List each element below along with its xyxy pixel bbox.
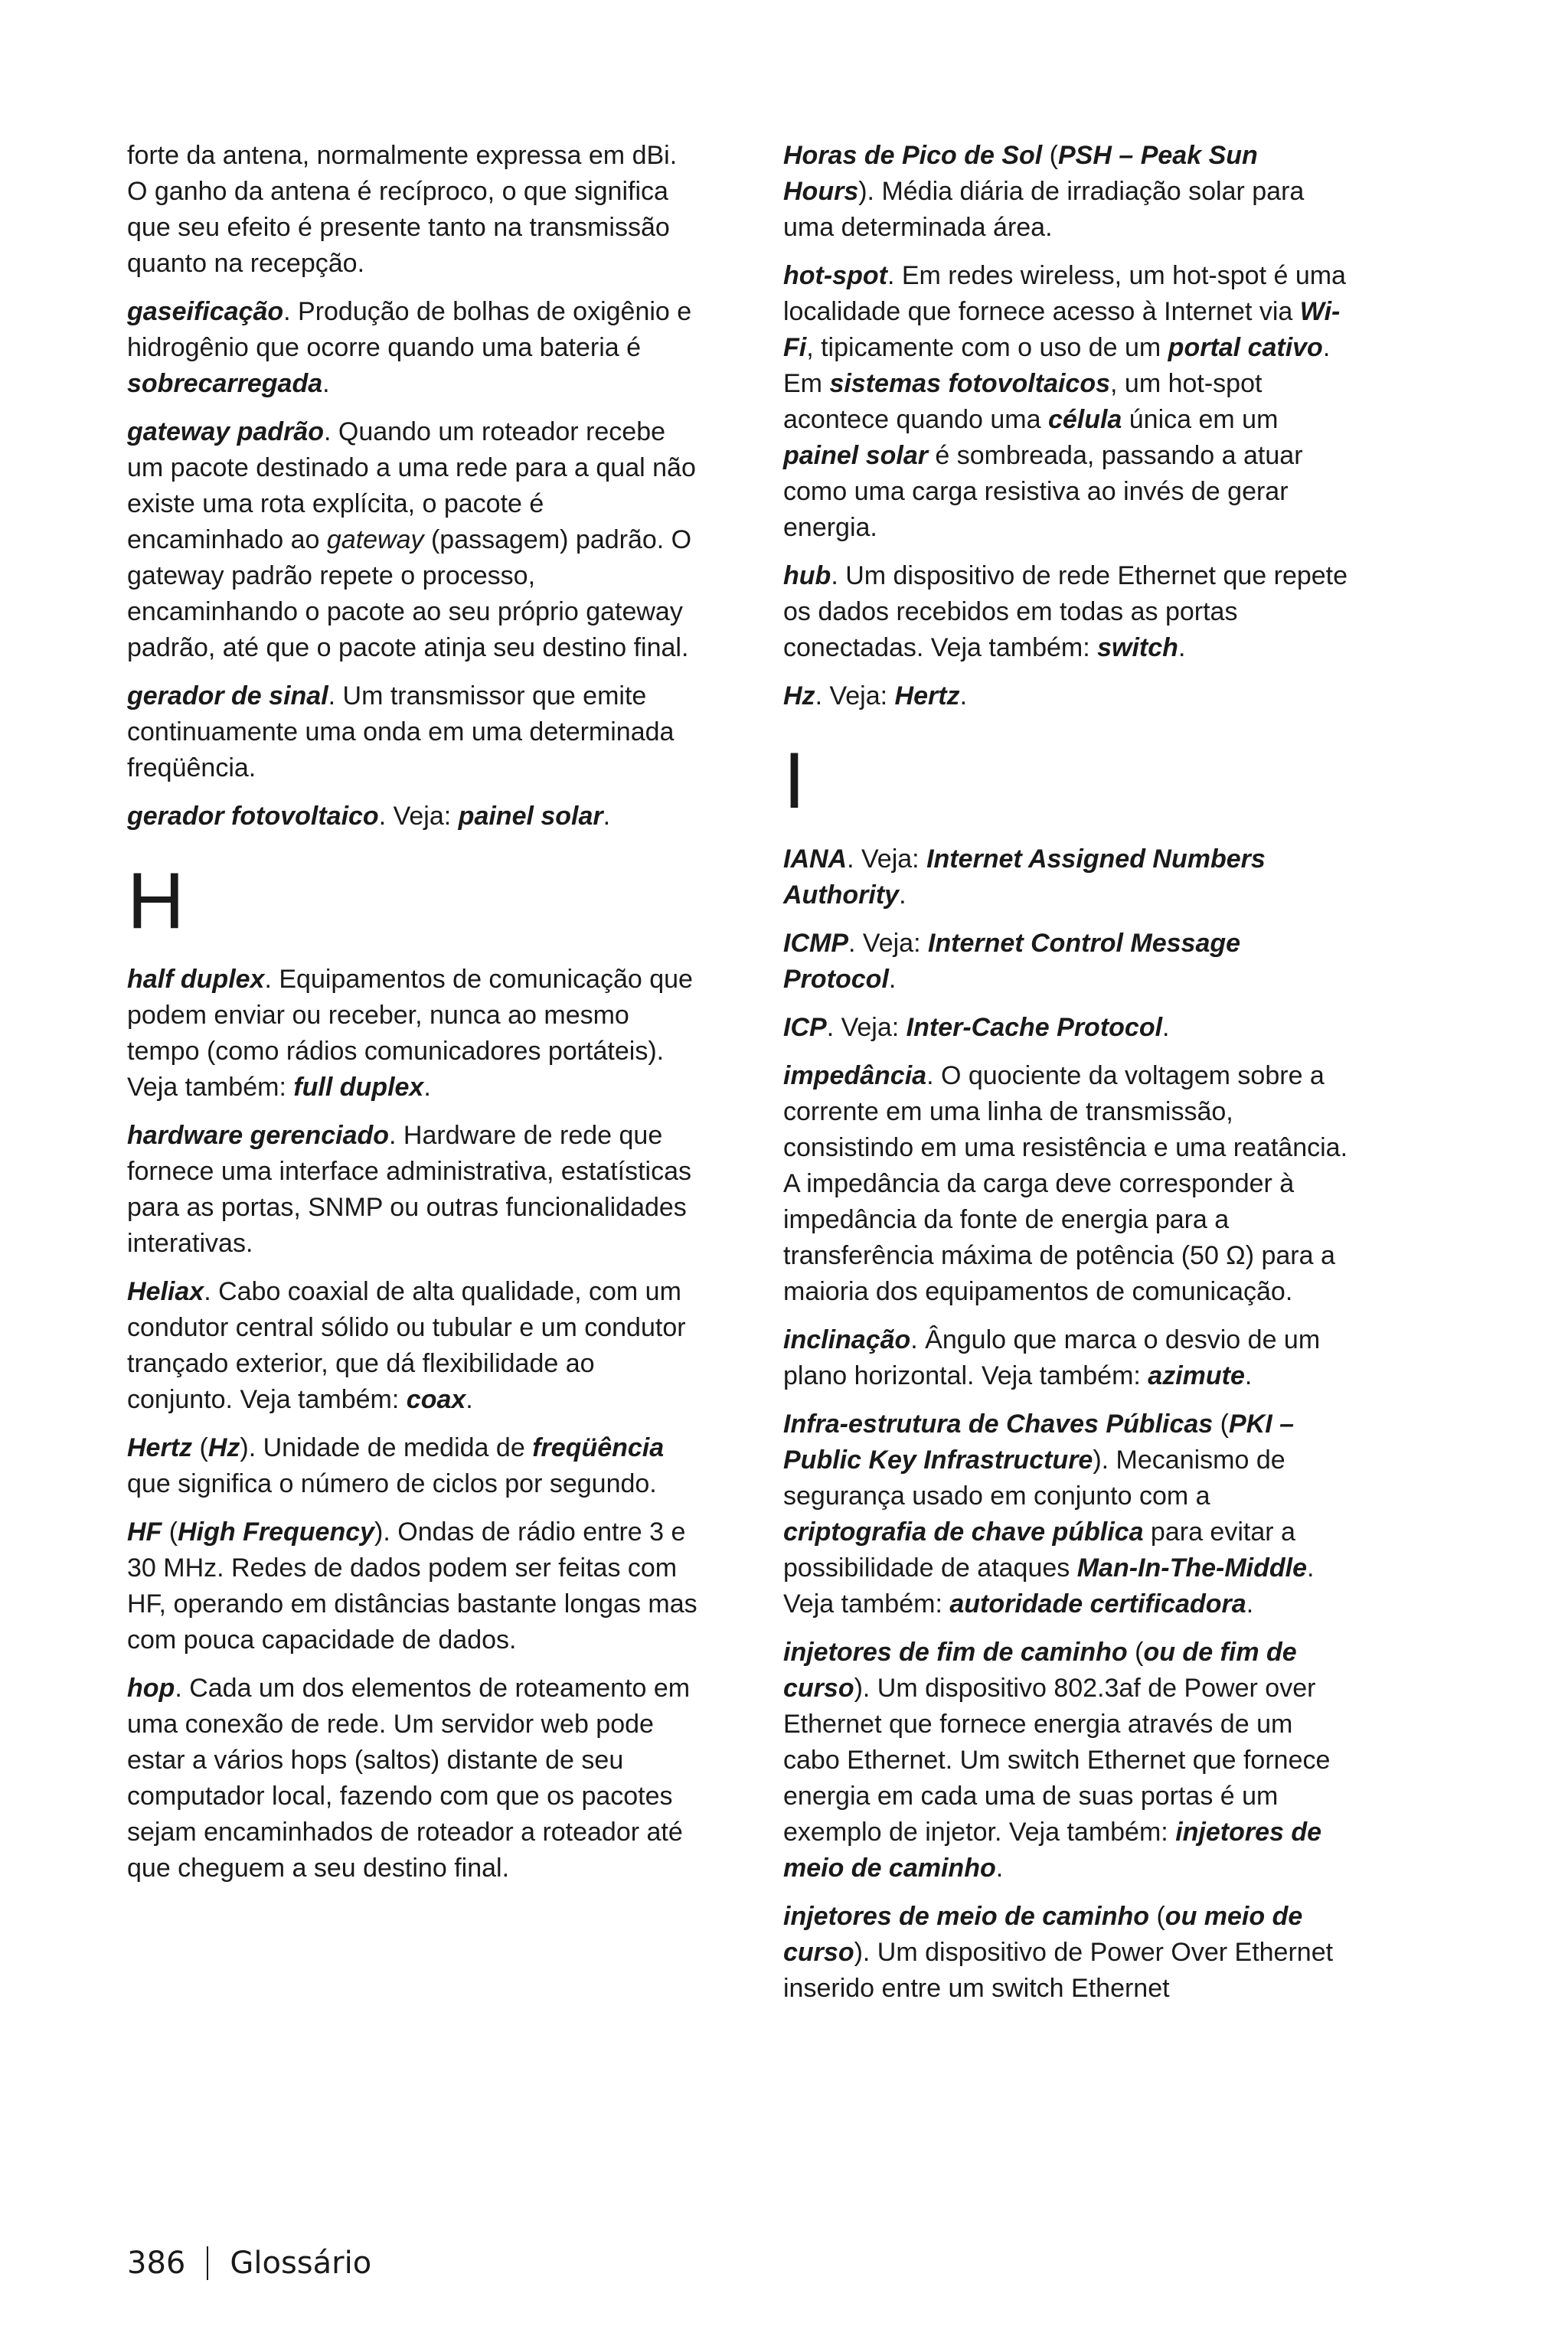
term: inclinação bbox=[783, 1325, 911, 1354]
definition-text: . bbox=[959, 681, 968, 710]
definition-text: é sombreada, passando a atuar como uma carga resistiva ao invés de gerar energia. bbox=[783, 441, 1303, 542]
glossary-entry bbox=[127, 414, 697, 666]
glossary-entry bbox=[127, 1118, 697, 1262]
section-letter: H bbox=[127, 857, 185, 946]
term: Horas de Pico de Sol bbox=[783, 141, 1043, 170]
definition-text: ( bbox=[1127, 1638, 1144, 1667]
definition-text: . Em bbox=[783, 333, 1331, 398]
term: hot-spot bbox=[783, 261, 887, 290]
definition-text: ( bbox=[162, 1517, 178, 1547]
definition-text: . Em redes wireless, um hot-spot é uma localidade que fornece acesso à Internet via bbox=[783, 261, 1346, 326]
definition-text: . Produção de bolhas de oxigênio e hidrogênio que ocorre quando uma bateria é bbox=[127, 297, 692, 362]
term: hop bbox=[127, 1674, 175, 1703]
term: Man-In-The-Middle bbox=[1076, 1553, 1308, 1583]
term: Wi-Fi bbox=[783, 297, 1341, 362]
definition-text: ). Média diária de irradiação solar para uma determinada área. bbox=[783, 177, 1305, 242]
term: PKI – Public Key Infrastructure bbox=[783, 1410, 1295, 1475]
definition-text: . bbox=[888, 965, 897, 994]
definition-text: . bbox=[1162, 1013, 1170, 1042]
term: injetores de meio de caminho bbox=[783, 1818, 1322, 1883]
definition-text: . Veja: bbox=[826, 1013, 906, 1042]
term: gerador de sinal bbox=[127, 681, 328, 710]
definition-text: , um hot-spot acontece quando uma bbox=[783, 369, 1263, 434]
term: ou de fim de curso bbox=[783, 1638, 1297, 1703]
glossary-entry bbox=[127, 1274, 697, 1418]
glossary-entry bbox=[783, 678, 1354, 714]
glossary-entry bbox=[783, 1010, 1354, 1046]
definition-text: ). Um dispositivo 802.3af de Power over Ethernet que fornece energia através de um cabo Ethernet. Um switch Ethernet que fornece energia em cada uma de suas portas é um exemplo de injetor. Veja também: bbox=[783, 1674, 1331, 1847]
term: Hz bbox=[207, 1433, 240, 1462]
term: gaseificação bbox=[127, 297, 284, 326]
italic-text: gateway bbox=[326, 525, 424, 554]
definition-text: ( bbox=[1149, 1902, 1165, 1931]
definition-text: . bbox=[423, 1073, 431, 1102]
glossary-entry bbox=[783, 841, 1354, 913]
section-letter: I bbox=[783, 737, 805, 825]
page-number: 386 bbox=[127, 2246, 186, 2281]
term: Internet Assigned Numbers Authority bbox=[783, 844, 1266, 910]
footer-separator bbox=[207, 2246, 208, 2280]
glossary-entry bbox=[127, 294, 697, 402]
term: coax bbox=[406, 1385, 466, 1414]
definition-text: ( bbox=[192, 1433, 208, 1462]
definition-text: . bbox=[322, 369, 330, 398]
term: sobrecarregada bbox=[127, 369, 323, 398]
definition-text: . Quando um roteador recebe um pacote destinado a uma rede para a qual não existe uma rota explícita, o pacote é encaminhado ao bbox=[127, 417, 696, 554]
definition-text: . O quociente da voltagem sobre a corrente em uma linha de transmissão, consistindo em uma resistência e uma reatância. A impedância da carga deve corresponder à impedância da fonte de energia para a transferência máxima de potência (50 Ω) para a maioria dos equipamentos de comunicação. bbox=[783, 1061, 1348, 1306]
definition-text: . bbox=[1244, 1361, 1253, 1390]
term: full duplex bbox=[293, 1073, 424, 1102]
right-column bbox=[783, 138, 1354, 2019]
glossary-entry bbox=[783, 926, 1354, 998]
definition-text: . Um dispositivo de rede Ethernet que repete os dados recebidos em todas as portas conectadas. Veja também: bbox=[783, 561, 1348, 662]
definition-text: . Cabo coaxial de alta qualidade, com um condutor central sólido ou tubular e um condutor trançado exterior, que dá flexibilidade ao conjunto. Veja também: bbox=[127, 1277, 686, 1414]
term: Infra-estrutura de Chaves Públicas bbox=[783, 1410, 1214, 1439]
term: gerador fotovoltaico bbox=[127, 802, 379, 831]
term: portal cativo bbox=[1168, 333, 1323, 362]
definition-text: . Cada um dos elementos de roteamento em uma conexão de rede. Um servidor web pode estar a vários hops (saltos) distante de seu computador local, fazendo com que os pacotes sejam encaminhados de roteador a roteador até que cheguem a seu destino final. bbox=[127, 1674, 691, 1883]
term: Hz bbox=[783, 681, 815, 710]
definition-text: ( bbox=[1042, 141, 1058, 170]
term: célula bbox=[1047, 405, 1122, 434]
term: gateway padrão bbox=[127, 417, 324, 446]
term: autoridade certificadora bbox=[949, 1589, 1246, 1619]
glossary-entry bbox=[127, 138, 697, 282]
glossary-entry bbox=[783, 138, 1354, 246]
definition-text: ). Um dispositivo de Power Over Ethernet inserido entre um switch Ethernet bbox=[783, 1938, 1334, 2003]
definition-text: . Veja: bbox=[848, 929, 928, 958]
glossary-entry bbox=[783, 558, 1354, 666]
glossary-entry bbox=[127, 1671, 697, 1886]
definition-text: . bbox=[603, 802, 611, 831]
term: IANA bbox=[783, 844, 848, 874]
definition-text: . Veja: bbox=[847, 844, 927, 874]
glossary-entry bbox=[783, 1406, 1354, 1622]
glossary-entry bbox=[127, 962, 697, 1106]
definition-text: . Equipamentos de comunicação que podem enviar ou receber, nunca ao mesmo tempo (como rádios comunicadores portáteis). Veja também: bbox=[127, 965, 693, 1102]
term: painel solar bbox=[783, 441, 928, 470]
glossary-entry bbox=[127, 1514, 697, 1658]
left-column bbox=[127, 138, 697, 1899]
glossary-entry bbox=[783, 1899, 1354, 2007]
term: Inter-Cache Protocol bbox=[906, 1013, 1163, 1042]
glossary-entry bbox=[783, 1322, 1354, 1394]
term: hardware gerenciado bbox=[127, 1121, 390, 1150]
term: High Frequency bbox=[178, 1517, 375, 1547]
term: injetores de meio de caminho bbox=[783, 1902, 1150, 1931]
term: azimute bbox=[1148, 1361, 1245, 1390]
term: Heliax bbox=[127, 1277, 204, 1306]
definition-text: para evitar a possibilidade de ataques bbox=[783, 1517, 1295, 1583]
definition-text: . Um transmissor que emite continuamente uma onda em uma determinada freqüência. bbox=[127, 681, 675, 782]
definition-text: . bbox=[899, 880, 906, 910]
term: Internet Control Message Protocol bbox=[783, 929, 1241, 994]
term: painel solar bbox=[458, 802, 603, 831]
term: freqüência bbox=[532, 1433, 665, 1462]
definition-text: forte da antena, normalmente expressa em dBi. O ganho da antena é recíproco, o que significa que seu efeito é presente tanto na transmissão quanto na recepção. bbox=[127, 141, 678, 278]
definition-text: (passagem) padrão. O gateway padrão repete o processo, encaminhando o pacote ao seu próprio gateway padrão, até que o pacote atinja seu destino final. bbox=[127, 525, 692, 662]
definition-text: . Veja: bbox=[378, 802, 459, 831]
definition-text: única em um bbox=[1122, 405, 1279, 434]
term: ou meio de curso bbox=[783, 1902, 1303, 1967]
definition-text: , tipicamente com o uso de um bbox=[806, 333, 1168, 362]
term: HF bbox=[127, 1517, 162, 1547]
term: PSH – Peak Sun Hours bbox=[783, 141, 1258, 206]
term: injetores de fim de caminho bbox=[783, 1638, 1128, 1667]
term: impedância bbox=[783, 1061, 927, 1090]
definition-text: que significa o número de ciclos por segundo. bbox=[127, 1469, 657, 1498]
term: ICP bbox=[783, 1013, 827, 1042]
term: switch bbox=[1097, 633, 1178, 662]
definition-text: . Ângulo que marca o desvio de um plano horizontal. Veja também: bbox=[783, 1325, 1321, 1390]
term: criptografia de chave pública bbox=[783, 1517, 1144, 1547]
glossary-entry bbox=[127, 799, 697, 835]
section-title: Glossário bbox=[230, 2246, 372, 2281]
definition-text: . Veja: bbox=[815, 681, 895, 710]
definition-text: . bbox=[995, 1854, 1004, 1883]
definition-text: ). Ondas de rádio entre 3 e 30 MHz. Redes de dados podem ser feitas com HF, operando em distâncias bastante longas mas com pouca capacidade de dados. bbox=[127, 1517, 697, 1655]
definition-text: . Hardware de rede que fornece uma interface administrativa, estatísticas para as portas, SNMP ou outras funcionalidades interativas. bbox=[127, 1121, 691, 1258]
term: hub bbox=[783, 561, 831, 590]
term: sistemas fotovoltaicos bbox=[829, 369, 1111, 398]
term: half duplex bbox=[127, 965, 265, 994]
definition-text: . bbox=[466, 1385, 473, 1414]
page-footer bbox=[127, 2242, 371, 2285]
definition-text: ( bbox=[1213, 1410, 1229, 1439]
glossary-entry bbox=[127, 1430, 697, 1502]
definition-text: . bbox=[1246, 1589, 1254, 1619]
term: Hertz bbox=[894, 681, 960, 710]
glossary-entry bbox=[783, 1058, 1354, 1310]
term: ICMP bbox=[783, 929, 848, 958]
glossary-entry bbox=[783, 258, 1354, 546]
glossary-entry bbox=[127, 678, 697, 786]
definition-text: ). Unidade de medida de bbox=[240, 1433, 533, 1462]
definition-text: . Veja também: bbox=[783, 1553, 1315, 1619]
glossary-entry bbox=[783, 1635, 1354, 1886]
term: Hertz bbox=[127, 1433, 193, 1462]
definition-text: ). Mecanismo de segurança usado em conjunto com a bbox=[783, 1446, 1285, 1511]
definition-text: . bbox=[1178, 633, 1186, 662]
